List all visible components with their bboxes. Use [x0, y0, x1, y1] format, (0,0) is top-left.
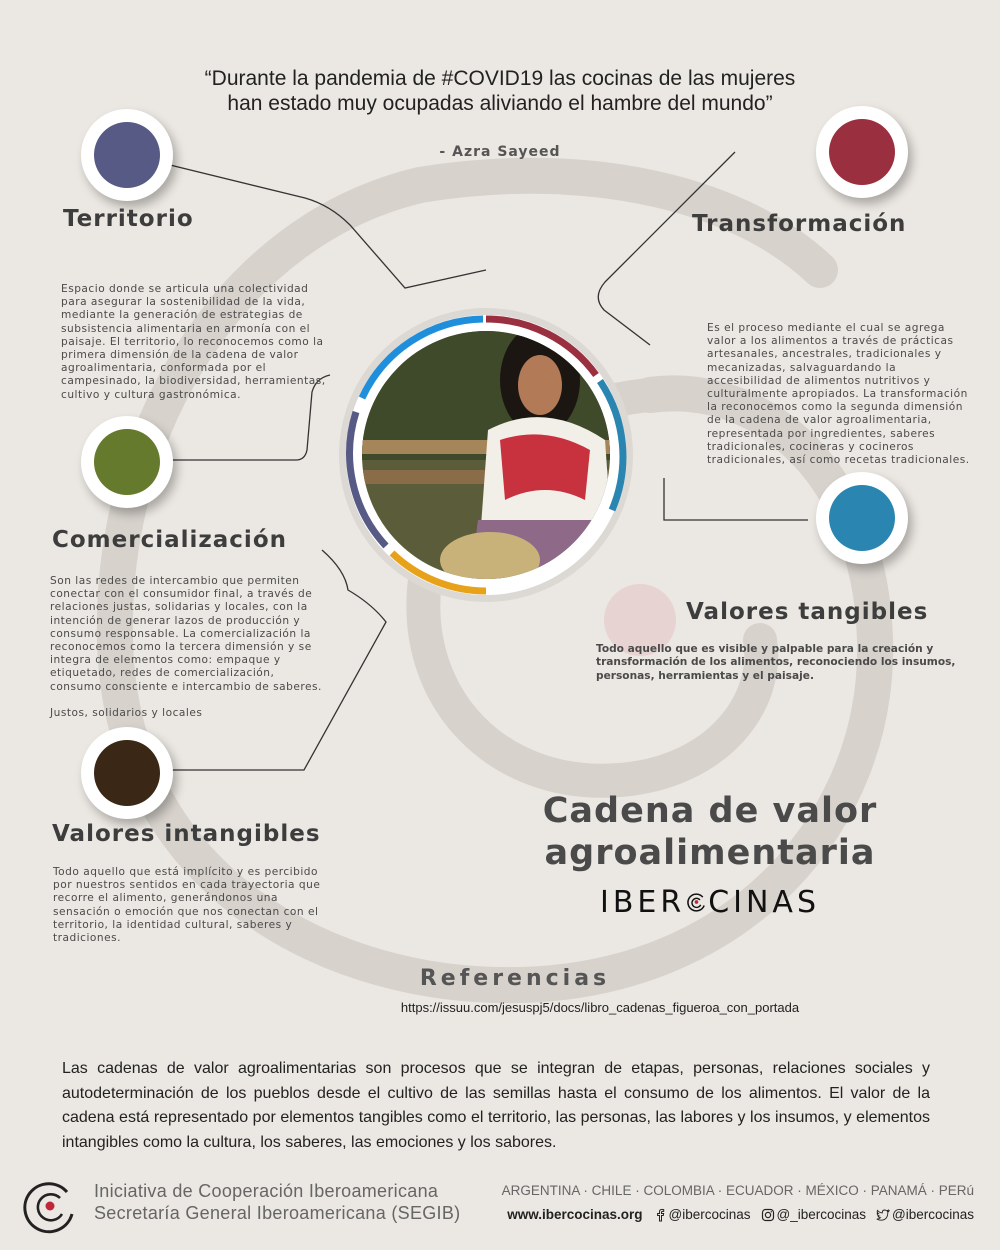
ibercocinas-spiral-logo-icon: [22, 1178, 78, 1234]
main-title: [510, 790, 910, 874]
quote-author: - Azra Sayeed: [439, 144, 561, 160]
facebook-handle: @ibercocinas: [668, 1207, 751, 1222]
main-title-line1: Cadena de valor: [542, 791, 878, 831]
transformacion-marker: [816, 106, 908, 198]
footer-organization: [94, 1180, 460, 1224]
instagram-link[interactable]: [761, 1207, 867, 1222]
brand-left: IBER: [600, 884, 686, 920]
intangibles-description: Todo aquello que está implícito y es percibido por nuestros sentidos en cada trayectoria que recorre el alimento, generándonos una sensación o emoción que nos conectan con el territorio, la identidad cultural, saberes y tradiciones.: [53, 866, 321, 945]
quote-text: “Durante la pandemia de #COVID19 las cocinas de las mujeres han estado muy ocupadas aliviando el hambre del mundo”: [204, 67, 796, 115]
comercializacion-subtext: Justos, solidarios y locales: [50, 707, 203, 719]
twitter-link[interactable]: [876, 1207, 974, 1222]
intangibles-title: Valores intangibles: [52, 821, 321, 847]
comercializacion-description: Son las redes de intercambio que permiten conectar con el consumidor final, a través de relaciones justas, solidarias y locales, con la intención de generar lazos de producción y consumo responsable. La comercialización la reconocemos como la tercera dimensión y se integra de elementos como: empaque y etiquetado, redes de comercialización, consumo consciente e intercambio de saberes.: [50, 575, 322, 693]
tangibles-marker: [816, 472, 908, 564]
territorio-marker: [81, 109, 173, 201]
transformacion-description: Es el proceso mediante el cual se agrega valor a los alimentos a través de prácticas artesanales, ancestrales, tradicionales y mecanizadas, salvaguardando la accesibilidad de alimentos nutritivos y culturalmente apropiados. La transformación la reconocemos como la segunda dimensión de la cadena de valor agroalimentaria, representada por ingredientes, saberes tradicionales, cocineras y cocineros tradicionales, así como recetas tradicionales.: [707, 322, 970, 467]
intangibles-dot: [94, 740, 160, 806]
summary-paragraph: Las cadenas de valor agroalimentarias son procesos que se integran de etapas, personas, relaciones sociales y autodeterminación de los pueblos desde el cultivo de las semillas hasta el consumo de los alimentos. El valor de la cadena está representado por elementos tangibles como el territorio, las personas, las labores y los insumos, y elementos intangibles como la cultura, los saberes, las emociones y los sabores.: [62, 1060, 930, 1151]
org-line1: Iniciativa de Cooperación Iberoamericana: [94, 1181, 439, 1201]
tangibles-description: Todo aquello que es visible y palpable para la creación y transformación de los alimentos, reconociendo los insumos, personas, herramientas y el paisaje.: [596, 643, 956, 682]
photo-medallion: [339, 308, 633, 602]
comercializacion-dot: [94, 429, 160, 495]
comercializacion-marker: [81, 416, 173, 508]
references-title: Referencias: [419, 966, 611, 991]
org-line2: Secretaría General Iberoamericana (SEGIB): [94, 1203, 461, 1223]
tangibles-dot: [829, 485, 895, 551]
brand-spiral-icon: [686, 887, 707, 917]
intangibles-marker: [81, 727, 173, 819]
comercializacion-title: Comercialización: [52, 527, 287, 553]
transformacion-dot: [829, 119, 895, 185]
tangibles-title: Valores tangibles: [686, 599, 929, 625]
references-url[interactable]: https://issuu.com/jesuspj5/docs/libro_cadenas_figueroa_con_portada: [400, 1000, 800, 1015]
twitter-handle: @ibercocinas: [892, 1207, 974, 1222]
twitter-icon: [876, 1208, 890, 1222]
facebook-icon: [653, 1208, 667, 1222]
ibercocinas-logo: [600, 880, 820, 924]
brand-right: CINAS: [708, 884, 820, 920]
main-title-line2: agroalimentaria: [544, 833, 876, 873]
instagram-icon: [761, 1208, 775, 1222]
territorio-title: Territorio: [63, 206, 194, 232]
facebook-link[interactable]: [653, 1207, 751, 1222]
territorio-description: Espacio donde se articula una colectividad para asegurar la sostenibilidad de la vida, mediante la generación de estrategias de subsistencia alimentaria en armonía con el paisaje. El territorio, lo reconocemos como la primera dimensión de la cadena de valor agroalimentaria, conformada por el campesinado, la biodiversidad, herramientas, cultivo y cultura gastronómica.: [61, 283, 326, 401]
transformacion-title: Transformación: [692, 211, 907, 237]
instagram-handle: @_ibercocinas: [776, 1207, 866, 1222]
website-link[interactable]: www.ibercocinas.org: [507, 1207, 643, 1222]
social-links: [494, 1207, 974, 1222]
territorio-dot: [94, 122, 160, 188]
countries-list: ARGENTINA · CHILE · COLOMBIA · ECUADOR · MÉXICO · PANAMÁ · PERú: [501, 1183, 974, 1198]
